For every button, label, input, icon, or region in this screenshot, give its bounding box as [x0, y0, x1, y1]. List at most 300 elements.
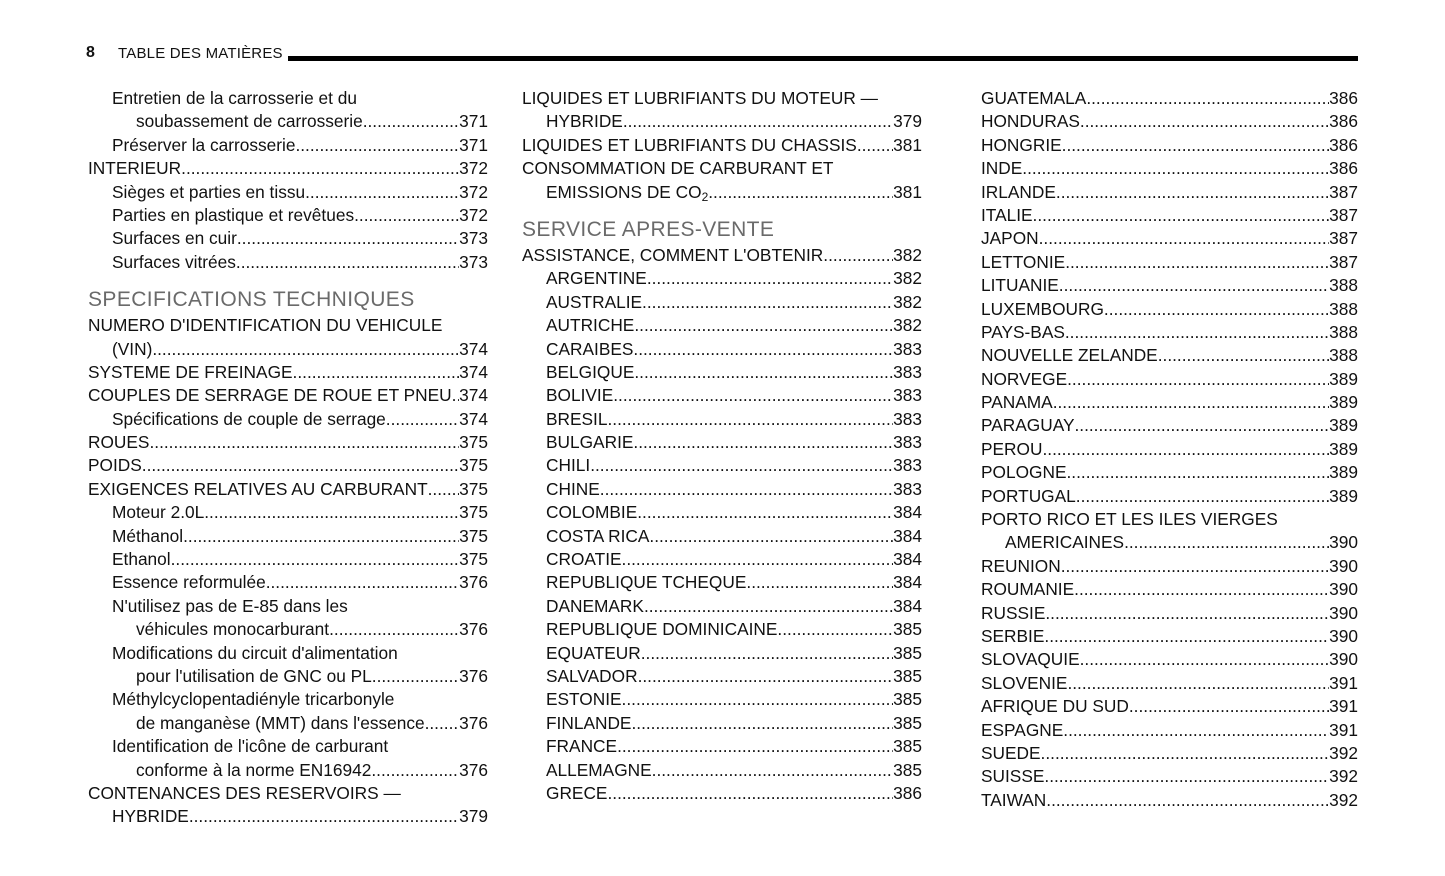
toc-entry-label: SLOVENIE — [981, 672, 1068, 693]
toc-entry-label: LETTONIE — [981, 251, 1066, 272]
toc-leader-dots — [452, 384, 460, 407]
toc-page-number: 391 — [1329, 696, 1358, 717]
toc-entry[interactable] — [88, 227, 488, 250]
toc-leader-dots — [1080, 110, 1329, 133]
toc-leader-dots — [1039, 227, 1330, 250]
toc-leader-dots — [634, 361, 893, 384]
toc-entry[interactable] — [88, 478, 488, 501]
toc-leader-dots — [634, 314, 893, 337]
toc-page-number: 391 — [1329, 719, 1358, 740]
toc-entry-label: Préserver la carrosserie — [112, 134, 296, 155]
toc-entry[interactable] — [88, 431, 488, 454]
toc-entry-label: CROATIE — [546, 549, 622, 570]
toc-entry[interactable] — [981, 648, 1358, 671]
toc-entry[interactable] — [981, 719, 1358, 742]
toc-entry[interactable] — [981, 251, 1358, 274]
toc-leader-dots — [236, 251, 459, 274]
toc-entry[interactable] — [981, 789, 1358, 812]
toc-page-number: 374 — [459, 361, 488, 382]
toc-entry[interactable] — [981, 695, 1358, 718]
toc-entry[interactable] — [88, 712, 488, 735]
toc-entry[interactable] — [981, 298, 1358, 321]
toc-entry-label: SALVADOR — [546, 665, 638, 686]
toc-leader-dots — [354, 204, 459, 227]
toc-entry[interactable] — [522, 735, 922, 758]
toc-leader-dots — [204, 501, 459, 524]
header-rule — [288, 56, 1358, 61]
toc-entry[interactable] — [522, 478, 922, 501]
toc-leader-dots — [746, 571, 893, 594]
toc-page-number: 384 — [893, 549, 922, 570]
toc-entry-label: EMISSIONS DE $CO_2$ — [546, 181, 709, 204]
toc-entry[interactable] — [981, 765, 1358, 788]
toc-leader-dots — [371, 759, 459, 782]
toc-entry[interactable] — [981, 87, 1358, 110]
toc-entry-label: LIQUIDES ET LUBRIFIANTS DU MOTEUR — — [522, 87, 878, 108]
toc-page-number: 374 — [459, 408, 488, 429]
toc-entry-label: ARGENTINE — [546, 268, 647, 289]
toc-leader-dots — [652, 759, 894, 782]
toc-entry-label: Sièges et parties en tissu — [112, 181, 306, 202]
toc-entry-label: ESTONIE — [546, 689, 622, 710]
toc-entry-label: PAYS-BAS — [981, 321, 1065, 342]
toc-entry-label: INTERIEUR — [88, 158, 182, 179]
toc-entry-label: soubassement de carrosserie — [136, 111, 363, 132]
toc-entry-label: NOUVELLE ZELANDE — [981, 345, 1158, 366]
toc-entry[interactable] — [88, 384, 488, 407]
toc-entry[interactable] — [522, 157, 922, 180]
toc-page-number: 390 — [1329, 625, 1358, 646]
toc-leader-dots — [641, 642, 893, 665]
toc-page-number: 392 — [1329, 742, 1358, 763]
toc-page-number: 371 — [459, 111, 488, 132]
toc-entry-label: IRLANDE — [981, 181, 1056, 202]
toc-column-2 — [522, 87, 922, 805]
toc-column-3 — [981, 87, 1358, 812]
toc-page-number: 382 — [893, 291, 922, 312]
toc-page-number: 386 — [1329, 111, 1358, 132]
toc-leader-dots — [1074, 578, 1329, 601]
toc-page-number: 390 — [1329, 532, 1358, 553]
toc-leader-dots — [428, 478, 460, 501]
toc-entry[interactable] — [981, 321, 1358, 344]
toc-page-number: 385 — [893, 642, 922, 663]
toc-entry[interactable] — [981, 157, 1358, 180]
toc-leader-dots — [638, 665, 894, 688]
toc-entry[interactable] — [981, 110, 1358, 133]
toc-entry[interactable] — [88, 251, 488, 274]
toc-entry[interactable] — [522, 642, 922, 665]
toc-entry-label: SUEDE — [981, 742, 1041, 763]
toc-entry[interactable] — [88, 618, 488, 641]
toc-entry-label: CONSOMMATION DE CARBURANT ET — [522, 158, 834, 179]
toc-entry[interactable] — [522, 665, 922, 688]
toc-entry-label: NUMERO D'IDENTIFICATION DU VEHICULE — [88, 315, 443, 336]
toc-entry-label: Méthanol — [112, 525, 184, 546]
toc-leader-dots — [295, 134, 459, 157]
toc-page-number: 376 — [459, 759, 488, 780]
toc-leader-dots — [329, 618, 459, 641]
toc-entry-label: EQUATEUR — [546, 642, 641, 663]
toc-entry[interactable] — [522, 548, 922, 571]
toc-entry[interactable] — [88, 571, 488, 594]
toc-page-number: 375 — [459, 478, 488, 499]
toc-entry[interactable] — [522, 712, 922, 735]
toc-entry-label: PORTO RICO ET LES ILES VIERGES — [981, 509, 1278, 530]
toc-entry[interactable] — [981, 344, 1358, 367]
toc-entry[interactable] — [981, 555, 1358, 578]
toc-entry-label: EXIGENCES RELATIVES AU CARBURANT — [88, 478, 428, 499]
toc-page-number: 381 — [893, 134, 922, 155]
toc-entry-label: ALLEMAGNE — [546, 759, 652, 780]
toc-page-number: 389 — [1329, 415, 1358, 436]
toc-entry[interactable] — [522, 384, 922, 407]
toc-entry-label: Parties en plastique et revêtues — [112, 204, 355, 225]
toc-page-number: 384 — [893, 525, 922, 546]
toc-leader-dots — [1104, 298, 1329, 321]
toc-entry-label: SLOVAQUIE — [981, 649, 1080, 670]
toc-entry[interactable] — [522, 267, 922, 290]
toc-page-number: 386 — [1329, 134, 1358, 155]
toc-entry-label: HYBRIDE — [112, 806, 189, 827]
toc-entry[interactable] — [981, 602, 1358, 625]
toc-entry-label: AUTRICHE — [546, 315, 635, 336]
toc-entry[interactable] — [981, 625, 1358, 648]
toc-leader-dots — [1076, 485, 1329, 508]
toc-leader-dots — [386, 408, 459, 431]
toc-entry-label: HYBRIDE — [546, 111, 623, 132]
toc-entry[interactable] — [981, 742, 1358, 765]
toc-leader-dots — [823, 244, 893, 267]
toc-entry-label: (VIN) — [112, 338, 153, 359]
toc-entry-label: conforme à la norme EN16942 — [136, 759, 372, 780]
toc-page-number: 381 — [893, 181, 922, 202]
toc-page-number: 376 — [459, 665, 488, 686]
toc-page-number: 375 — [459, 455, 488, 476]
toc-page-number: 376 — [459, 712, 488, 733]
toc-page-number: 389 — [1329, 462, 1358, 483]
toc-entry-label: Surfaces vitrées — [112, 251, 236, 272]
toc-entry[interactable] — [981, 414, 1358, 437]
toc-leader-dots — [1059, 274, 1329, 297]
section-heading: SERVICE APRES-VENTE — [522, 217, 775, 241]
toc-entry-label: HONDURAS — [981, 111, 1080, 132]
toc-entry[interactable] — [88, 688, 488, 711]
toc-page-number: 387 — [1329, 181, 1358, 202]
toc-page-number: 373 — [459, 251, 488, 272]
section-heading: SPECIFICATIONS TECHNIQUES — [88, 288, 415, 312]
toc-entry[interactable] — [522, 87, 922, 110]
toc-entry[interactable] — [88, 204, 488, 227]
toc-entry[interactable] — [88, 525, 488, 548]
toc-leader-dots — [1158, 344, 1329, 367]
toc-entry[interactable] — [88, 181, 488, 204]
toc-page-number: 372 — [459, 181, 488, 202]
toc-entry-label: SUISSE — [981, 766, 1045, 787]
toc-entry[interactable] — [981, 134, 1358, 157]
toc-page-number: 390 — [1329, 555, 1358, 576]
toc-entry[interactable] — [981, 672, 1358, 695]
toc-entry-label: CONTENANCES DES RESERVOIRS — — [88, 782, 401, 803]
toc-leader-dots — [171, 548, 460, 571]
toc-entry-label: CHINE — [546, 478, 600, 499]
toc-entry[interactable] — [981, 438, 1358, 461]
toc-entry-label: de manganèse (MMT) dans l'essence — [136, 712, 425, 733]
toc-entry-label: BULGARIE — [546, 432, 634, 453]
toc-leader-dots — [1065, 321, 1329, 344]
toc-entry-label: COLOMBIE — [546, 502, 638, 523]
toc-page-number: 382 — [893, 244, 922, 265]
toc-leader-dots — [607, 408, 893, 431]
toc-leader-dots — [1045, 602, 1329, 625]
toc-entry-label: PANAMA — [981, 392, 1053, 413]
toc-page-number: 386 — [1329, 158, 1358, 179]
toc-leader-dots — [623, 110, 893, 133]
toc-entry-label: PEROU — [981, 438, 1043, 459]
toc-leader-dots — [1053, 391, 1329, 414]
toc-page-number: 389 — [1329, 392, 1358, 413]
toc-leader-dots — [1044, 625, 1329, 648]
toc-page-number: 388 — [1329, 275, 1358, 296]
toc-entry-label: Méthylcyclopentadiényle tricarbonyle — [112, 689, 395, 710]
toc-entry-label: ITALIE — [981, 204, 1033, 225]
toc-page-number: 383 — [893, 338, 922, 359]
toc-entry-label: Ethanol — [112, 549, 171, 570]
toc-page-number: 385 — [893, 665, 922, 686]
toc-page-number: 390 — [1329, 602, 1358, 623]
toc-page-number: 383 — [893, 408, 922, 429]
toc-leader-dots — [1056, 181, 1329, 204]
toc-page-number: 388 — [1329, 298, 1358, 319]
toc-leader-dots — [617, 735, 893, 758]
toc-entry[interactable] — [981, 391, 1358, 414]
toc-entry-label: LUXEMBOURG — [981, 298, 1104, 319]
toc-entry[interactable] — [522, 291, 922, 314]
toc-entry[interactable] — [522, 110, 922, 133]
toc-entry-label: BRESIL — [546, 408, 608, 429]
toc-entry[interactable] — [88, 595, 488, 618]
toc-page-number: 383 — [893, 455, 922, 476]
toc-entry-label: ROUMANIE — [981, 579, 1075, 600]
toc-leader-dots — [590, 454, 893, 477]
toc-entry[interactable] — [981, 485, 1358, 508]
toc-entry-label: HONGRIE — [981, 134, 1062, 155]
toc-entry-label: FINLANDE — [546, 712, 632, 733]
toc-page-number: 382 — [893, 268, 922, 289]
toc-entry[interactable] — [522, 361, 922, 384]
toc-page-number: 374 — [459, 338, 488, 359]
toc-entry-label: CARAIBES — [546, 338, 634, 359]
toc-entry[interactable] — [88, 87, 488, 110]
toc-entry-label: PORTUGAL — [981, 485, 1076, 506]
toc-leader-dots — [372, 665, 459, 688]
toc-page-number: 387 — [1329, 228, 1358, 249]
toc-page-number: 386 — [893, 782, 922, 803]
toc-entry-label: pour l'utilisation de GNC ou PL — [136, 665, 372, 686]
toc-leader-dots — [1062, 134, 1330, 157]
toc-entry[interactable] — [88, 408, 488, 431]
toc-page-number: 385 — [893, 619, 922, 640]
header-title: TABLE DES MATIÈRES — [118, 45, 283, 62]
toc-entry[interactable] — [522, 408, 922, 431]
toc-entry[interactable] — [981, 274, 1358, 297]
page-number: 8 — [86, 44, 95, 61]
toc-entry[interactable] — [88, 735, 488, 758]
toc-entry-label: POIDS — [88, 455, 142, 476]
toc-entry-label: LIQUIDES ET LUBRIFIANTS DU CHASSIS — [522, 134, 857, 155]
toc-page-number: 372 — [459, 204, 488, 225]
toc-leader-dots — [1086, 87, 1329, 110]
toc-entry[interactable] — [88, 759, 488, 782]
toc-entry-label: AUSTRALIE — [546, 291, 643, 312]
toc-leader-dots — [1046, 789, 1329, 812]
toc-entry-label: Moteur 2.0L — [112, 502, 205, 523]
toc-leader-dots — [633, 431, 893, 454]
toc-page-number: 383 — [893, 478, 922, 499]
toc-leader-dots — [1061, 555, 1329, 578]
toc-leader-dots — [363, 110, 459, 133]
toc-entry[interactable] — [88, 314, 488, 337]
toc-page-number: 391 — [1329, 672, 1358, 693]
toc-leader-dots — [777, 618, 893, 641]
toc-entry[interactable] — [522, 688, 922, 711]
toc-page-number: 376 — [459, 619, 488, 640]
toc-entry[interactable] — [522, 595, 922, 618]
toc-page-number: 375 — [459, 502, 488, 523]
toc-entry[interactable] — [522, 314, 922, 337]
toc-leader-dots — [1124, 531, 1329, 554]
toc-entry[interactable] — [88, 805, 488, 828]
toc-entry-label: RUSSIE — [981, 602, 1046, 623]
toc-entry-label: FRANCE — [546, 736, 618, 757]
toc-entry-label: REPUBLIQUE DOMINICAINE — [546, 619, 778, 640]
toc-leader-dots — [1042, 438, 1329, 461]
toc-entry[interactable] — [981, 508, 1358, 531]
toc-entry-label: GRECE — [546, 782, 608, 803]
toc-entry[interactable] — [88, 110, 488, 133]
toc-leader-dots — [857, 134, 893, 157]
toc-entry-label: SYSTEME DE FREINAGE — [88, 361, 293, 382]
toc-entry[interactable] — [522, 782, 922, 805]
toc-entry-label: Modifications du circuit d'alimentation — [112, 642, 398, 663]
toc-leader-dots — [1067, 672, 1329, 695]
toc-entry[interactable] — [981, 181, 1358, 204]
toc-page-number: 389 — [1329, 368, 1358, 389]
toc-leader-dots — [607, 782, 893, 805]
toc-page-number: 385 — [893, 712, 922, 733]
toc-entry[interactable] — [522, 338, 922, 361]
toc-page-number: 388 — [1329, 321, 1358, 342]
toc-entry[interactable] — [522, 431, 922, 454]
toc-entry-label: JAPON — [981, 228, 1039, 249]
toc-leader-dots — [1063, 719, 1329, 742]
toc-page-number: 384 — [893, 595, 922, 616]
toc-page-number: 376 — [459, 572, 488, 593]
toc-leader-dots — [183, 525, 459, 548]
toc-page-number: 384 — [893, 502, 922, 523]
toc-entry[interactable] — [522, 454, 922, 477]
toc-entry[interactable] — [88, 454, 488, 477]
toc-leader-dots — [1074, 414, 1329, 437]
toc-page-number: 387 — [1329, 204, 1358, 225]
toc-entry[interactable] — [522, 571, 922, 594]
toc-page-number: 386 — [1329, 87, 1358, 108]
toc-entry-label: Entretien de la carrosserie et du — [112, 87, 357, 108]
toc-entry[interactable] — [88, 361, 488, 384]
toc-column-1 — [88, 87, 488, 829]
toc-entry[interactable] — [981, 461, 1358, 484]
toc-page-number: 385 — [893, 689, 922, 710]
toc-page-number: 389 — [1329, 438, 1358, 459]
toc-leader-dots — [237, 227, 459, 250]
toc-entry[interactable] — [522, 618, 922, 641]
toc-entry[interactable] — [522, 134, 922, 157]
toc-leader-dots — [622, 688, 894, 711]
toc-entry[interactable] — [88, 782, 488, 805]
toc-leader-dots — [637, 501, 893, 524]
toc-entry-label: CHILI — [546, 455, 591, 476]
page-header — [86, 44, 1358, 64]
toc-entry[interactable] — [88, 134, 488, 157]
toc-entry[interactable] — [88, 338, 488, 361]
toc-entry-label: TAIWAN — [981, 789, 1047, 810]
toc-leader-dots — [1044, 765, 1329, 788]
toc-entry[interactable] — [522, 501, 922, 524]
toc-entry-label: véhicules monocarburant — [136, 619, 330, 640]
toc-entry-label: LITUANIE — [981, 275, 1059, 296]
toc-entry[interactable] — [88, 642, 488, 665]
toc-entry[interactable] — [522, 181, 922, 204]
toc-leader-dots — [181, 157, 459, 180]
toc-entry-label: INDE — [981, 158, 1023, 179]
toc-entry[interactable] — [522, 244, 922, 267]
toc-entry-label: ROUES — [88, 432, 150, 453]
toc-entry[interactable] — [88, 548, 488, 571]
toc-leader-dots — [1066, 461, 1329, 484]
toc-page-number: 384 — [893, 572, 922, 593]
toc-leader-dots — [149, 431, 459, 454]
toc-entry[interactable] — [88, 501, 488, 524]
toc-entry-label: BELGIQUE — [546, 361, 635, 382]
toc-page-number: 390 — [1329, 579, 1358, 600]
toc-page-number: 387 — [1329, 251, 1358, 272]
toc-entry[interactable] — [88, 157, 488, 180]
toc-entry[interactable] — [522, 525, 922, 548]
toc-leader-dots — [1080, 648, 1330, 671]
toc-leader-dots — [1067, 368, 1329, 391]
toc-leader-dots — [425, 712, 460, 735]
toc-entry[interactable] — [981, 204, 1358, 227]
toc-leader-dots — [633, 338, 893, 361]
toc-entry-label: AFRIQUE DU SUD — [981, 696, 1129, 717]
toc-entry-label: NORVEGE — [981, 368, 1068, 389]
toc-entry[interactable] — [981, 531, 1358, 554]
toc-entry[interactable] — [88, 665, 488, 688]
toc-entry[interactable] — [981, 578, 1358, 601]
toc-page-number: 392 — [1329, 766, 1358, 787]
toc-page-number: 392 — [1329, 789, 1358, 810]
toc-leader-dots — [266, 571, 459, 594]
toc-entry[interactable] — [522, 759, 922, 782]
toc-entry-label: Spécifications de couple de serrage — [112, 408, 386, 429]
toc-leader-dots — [1129, 695, 1329, 718]
toc-page-number: 383 — [893, 385, 922, 406]
toc-leader-dots — [708, 181, 893, 204]
toc-entry[interactable] — [981, 368, 1358, 391]
toc-leader-dots — [649, 525, 893, 548]
toc-leader-dots — [631, 712, 893, 735]
toc-entry[interactable] — [981, 227, 1358, 250]
